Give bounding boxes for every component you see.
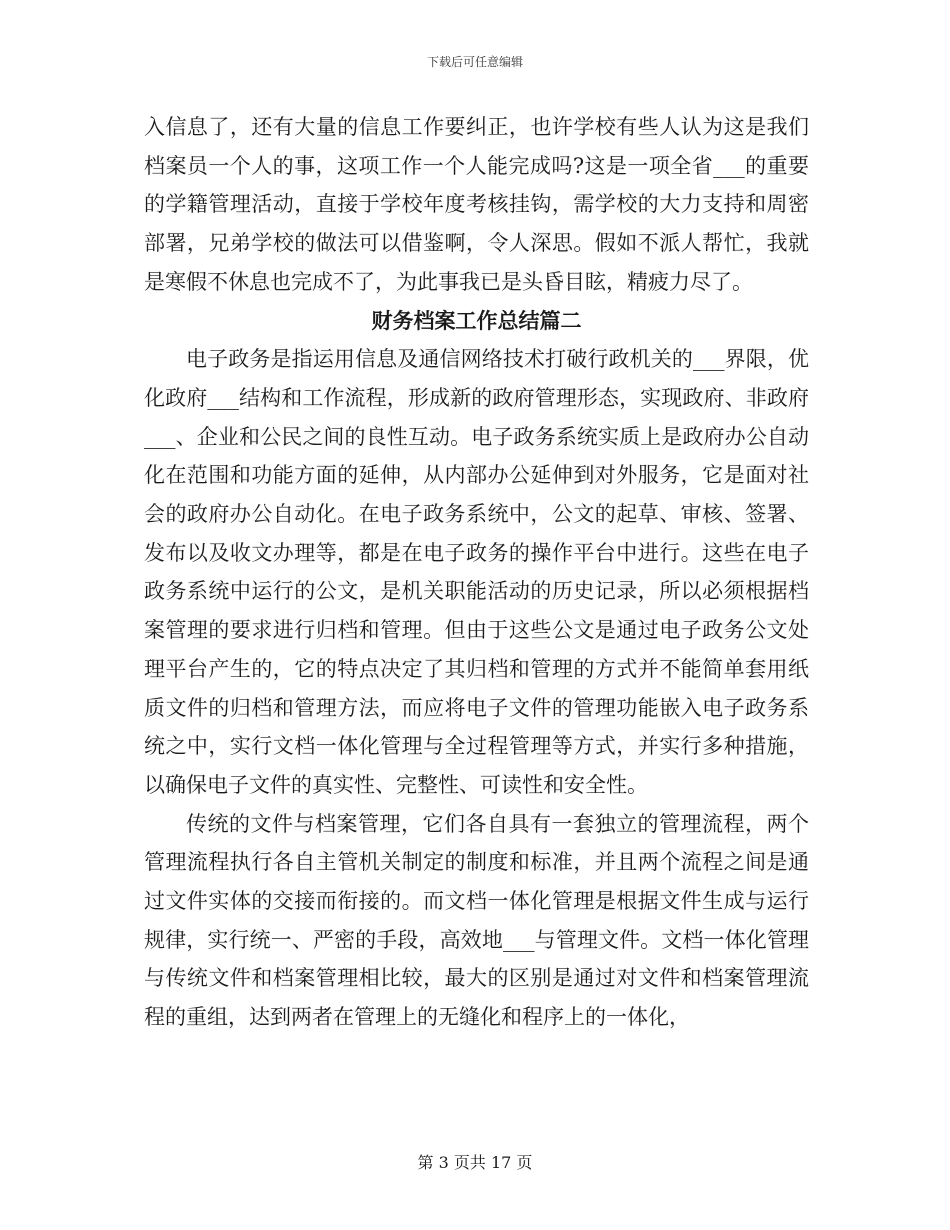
paragraph-continued: 入信息了，还有大量的信息工作要纠正，也许学校有些人认为这是我们档案员一个人的事，这项工作一个人能完成吗?这是一项全省___的重要的学籍管理活动，直接于学校年度考核挂钩，需学校的大力支持和周密部署，兄弟学校的做法可以借鉴啊，令人深思。假如不派人帮忙，我就是寒假不休息也完成不了，为此事我已是头昏目眩，精疲力尽了。	[144, 115, 809, 294]
page-footer: 第 3 页共 17 页	[417, 1153, 533, 1172]
document-body	[144, 108, 809, 1037]
section-heading: 财务档案工作总结篇二	[371, 307, 582, 333]
page-header: 下载后可任意编辑	[426, 55, 523, 69]
paragraph-document-management: 传统的文件与档案管理，它们各自具有一套独立的管理流程，两个管理流程执行各自主管机关制定的制度和标准，并且两个流程之间是通过文件实体的交接而衔接的。而文档一体化管理是根据文件生成与运行规律，实行统一、严密的手段，高效地___与管理文件。文档一体化管理与传统文件和档案管理相比较，最大的区别是通过对文件和档案管理流程的重组，达到两者在管理上的无缝化和程序上的一体化，	[144, 811, 809, 1030]
paragraph-e-government: 电子政务是指运用信息及通信网络技术打破行政机关的___界限，优化政府___结构和工作流程，形成新的政府管理形态，实现政府、非政府___、企业和公民之间的良性互动。电子政务系统实质上是政府办公自动化在范围和功能方面的延伸，从内部办公延伸到对外服务，它是面对社会的政府办公自动化。在电子政务系统中，公文的起草、审核、签署、发布以及收文办理等，都是在电子政务的操作平台中进行。这些在电子政务系统中运行的公文，是机关职能活动的历史记录，所以必须根据档案管理的要求进行归档和管理。但由于这些公文是通过电子政务公文处理平台产生的，它的特点决定了其归档和管理的方式并不能简单套用纸质文件的归档和管理方法，而应将电子文件的管理功能嵌入电子政务系统之中，实行文档一体化管理与全过程管理等方式，并实行多种措施，以确保电子文件的真实性、完整性、可读性和安全性。	[144, 347, 809, 797]
